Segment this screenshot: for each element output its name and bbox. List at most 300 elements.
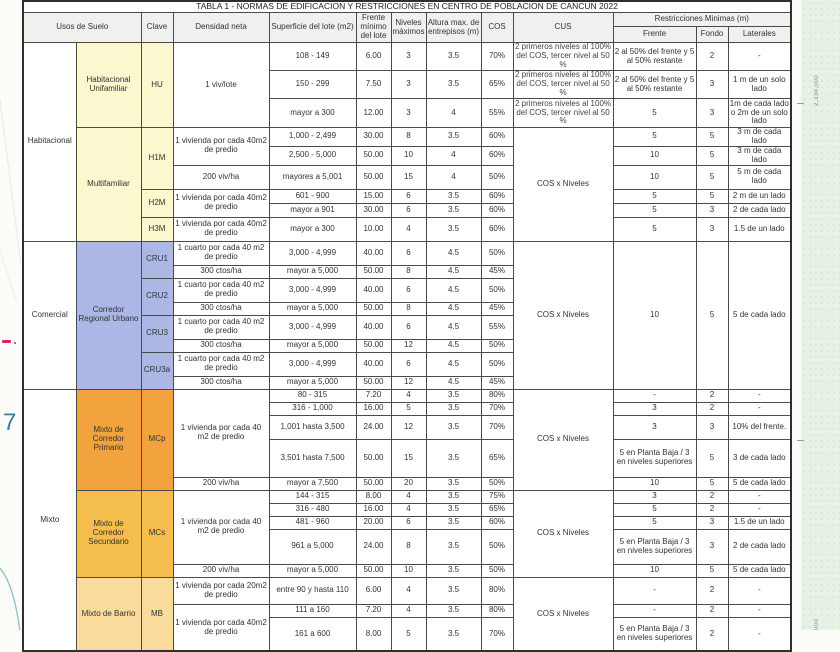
- table-cell: 5: [696, 146, 728, 165]
- col-header-cus: CUS: [513, 13, 613, 43]
- table-cell: 50.00: [356, 477, 391, 490]
- table-cell: 5 de cada lado: [728, 241, 791, 389]
- table-cell: 15: [391, 439, 426, 477]
- table-cell: 40.00: [356, 352, 391, 376]
- coordinate-label: 2,334,000: [814, 74, 820, 106]
- table-cell: 4.5: [426, 302, 481, 315]
- table-cell: 300 ctos/ha: [173, 339, 269, 352]
- table-cell: 50.00: [356, 165, 391, 189]
- table-cell: mayores a 5,001: [269, 165, 356, 189]
- map-dot: [14, 342, 16, 344]
- table-cell: COS x Niveles: [513, 241, 613, 389]
- table-cell: mayor a 5,000: [269, 339, 356, 352]
- table-cell: HU: [141, 43, 173, 128]
- table-cell: CRU2: [141, 278, 173, 315]
- table-cell: 60%: [481, 189, 513, 203]
- table-cell: 3.5: [426, 189, 481, 203]
- table-cell: Mixto de Barrio: [76, 577, 141, 651]
- table-cell: 2 de cada lado: [728, 203, 791, 217]
- table-cell: 40.00: [356, 241, 391, 265]
- table-cell: 2 al 50% del frente y 5 al 50% restante: [613, 71, 696, 99]
- table-cell: 80 - 315: [269, 389, 356, 402]
- table-cell: 5 m de cada lado: [728, 165, 791, 189]
- table-cell: 3: [696, 516, 728, 529]
- table-cell: mayor a 5,000: [269, 564, 356, 577]
- table-cell: 5: [613, 217, 696, 241]
- table-cell: 12: [391, 415, 426, 439]
- table-cell: 2: [696, 617, 728, 651]
- table-cell: 3: [391, 43, 426, 71]
- table-cell: 5: [613, 203, 696, 217]
- table-cell: 12: [391, 376, 426, 389]
- table-cell: 2,500 - 5,000: [269, 146, 356, 165]
- table-cell: 3 m de cada lado: [728, 146, 791, 165]
- table-cell: 3: [391, 71, 426, 99]
- table-cell: 3: [696, 217, 728, 241]
- table-cell: Mixto: [23, 389, 76, 651]
- table-cell: Mixto de Corredor Primario: [76, 389, 141, 490]
- table-cell: 1 cuarto por cada 40 m2 de predio: [173, 278, 269, 302]
- table-cell: 50%: [481, 339, 513, 352]
- table-cell: 2: [696, 402, 728, 415]
- table-cell: 3,000 - 4,999: [269, 241, 356, 265]
- table-cell: Corredor Regional Urbano: [76, 241, 141, 389]
- table-cell: 50.00: [356, 265, 391, 278]
- table-cell: 5: [696, 439, 728, 477]
- table-row: [23, 490, 791, 503]
- table-cell: 4: [391, 577, 426, 604]
- table-cell: 24.00: [356, 415, 391, 439]
- table-cell: 1.5 de un lado: [728, 217, 791, 241]
- table-cell: 1,001 hasta 3,500: [269, 415, 356, 439]
- table-cell: MCs: [141, 490, 173, 577]
- table-cell: 4.5: [426, 265, 481, 278]
- table-cell: 2 primeros niveles al 100% del COS, tercer nivel al 50 %: [514, 70, 612, 97]
- table-cell: 961 a 5,000: [269, 529, 356, 564]
- table-cell: 80%: [481, 577, 513, 604]
- table-cell: 45%: [481, 265, 513, 278]
- table-cell: 3.5: [426, 604, 481, 617]
- table-cell: 2: [696, 389, 728, 402]
- col-header-altura: Altura max. de entrepisos (m): [426, 13, 481, 43]
- table-cell: 3.5: [426, 415, 481, 439]
- table-cell: -: [728, 604, 791, 617]
- map-lines: [0, 0, 22, 630]
- table-cell: 15.00: [356, 189, 391, 203]
- table-cell: 200 viv/ha: [173, 165, 269, 189]
- table-cell: 6: [391, 189, 426, 203]
- table-cell: 75%: [481, 490, 513, 503]
- table-cell: 2: [696, 503, 728, 516]
- table-cell: 1 cuarto por cada 40 m2 de predio: [173, 352, 269, 376]
- table-cell: 3.5: [426, 577, 481, 604]
- table-cell: 6: [391, 241, 426, 265]
- table-cell: MCp: [141, 389, 173, 490]
- table-cell: 3.5: [426, 503, 481, 516]
- table-cell: 6: [391, 203, 426, 217]
- table-cell: 50%: [481, 278, 513, 302]
- table-cell: 50%: [481, 352, 513, 376]
- table-cell: 5: [613, 503, 696, 516]
- table-cell: 6.00: [356, 43, 391, 71]
- table-row: [23, 241, 791, 265]
- table-cell: 1,000 - 2,499: [269, 128, 356, 147]
- table-cell: -: [728, 490, 791, 503]
- table-cell: 4.5: [426, 352, 481, 376]
- table-cell: 1 vivienda por cada 40m2 de predio: [173, 604, 269, 651]
- table-cell: 70%: [481, 43, 513, 71]
- table-cell: 1 vivienda por cada 40m2 de predio: [173, 217, 269, 241]
- table-cell: 8: [391, 128, 426, 147]
- table-cell: 1 m de un solo lado: [728, 71, 791, 99]
- table-cell: 3.5: [426, 203, 481, 217]
- table-cell: -: [613, 577, 696, 604]
- table-cell: CRU1: [141, 241, 173, 278]
- table-cell: 5: [391, 402, 426, 415]
- table-cell: 24.00: [356, 529, 391, 564]
- table-cell: mayor a 300: [269, 99, 356, 128]
- coordinate-tick: [797, 103, 804, 104]
- table-cell: 1.5 de un lado: [728, 516, 791, 529]
- table-cell: 3: [613, 402, 696, 415]
- table-cell: -: [728, 402, 791, 415]
- table-cell: mayor a 7,500: [269, 477, 356, 490]
- table-cell: Habitacional: [23, 43, 76, 242]
- table-cell: 5: [613, 189, 696, 203]
- table-cell: 55%: [481, 315, 513, 339]
- table-cell: 50.00: [356, 146, 391, 165]
- table-cell: 3: [696, 99, 728, 128]
- table-cell: entre 90 y hasta 110: [269, 577, 356, 604]
- table-cell: 2 al 50% del frente y 5 al 50% restante: [613, 43, 696, 71]
- table-cell: 55%: [481, 99, 513, 128]
- table-cell: -: [613, 604, 696, 617]
- table-cell: 40.00: [356, 278, 391, 302]
- col-header-restricciones: Restricciones Minimas (m): [613, 13, 791, 27]
- table-cell: 3.5: [426, 389, 481, 402]
- table-cell: 161 a 600: [269, 617, 356, 651]
- table-cell: 5 en Planta Baja / 3 en niveles superiores: [613, 439, 696, 477]
- left-margin: [0, 0, 22, 630]
- table-cell: 8: [391, 302, 426, 315]
- table-cell: 2: [696, 490, 728, 503]
- table-cell: 300 ctos/ha: [173, 265, 269, 278]
- table-cell: 3: [696, 71, 728, 99]
- table-cell: 3.5: [426, 43, 481, 71]
- table-cell: 4: [426, 146, 481, 165]
- table-cell: -: [728, 617, 791, 651]
- table-cell: 150 - 299: [269, 71, 356, 99]
- table-cell: 10.00: [356, 217, 391, 241]
- table-cell: CRU3: [141, 315, 173, 352]
- table-cell: 5: [696, 477, 728, 490]
- table-cell: 316 - 1,000: [269, 402, 356, 415]
- table-cell: 3: [696, 203, 728, 217]
- table-cell: 3: [613, 490, 696, 503]
- table-cell: 5 en Planta Baja / 3 en niveles superiores: [613, 529, 696, 564]
- col-header-niveles: Niveles máximos: [391, 13, 426, 43]
- table-cell: -: [728, 389, 791, 402]
- table-cell: 1m de cada lado o 2m de un solo lado: [728, 99, 791, 128]
- table-cell: 50.00: [356, 439, 391, 477]
- table-cell: 1 vivienda por cada 40 m2 de predio: [173, 490, 269, 564]
- map-road-mark: [2, 340, 11, 343]
- table-cell: 3.5: [426, 128, 481, 147]
- table-cell: 80%: [481, 389, 513, 402]
- table-cell: 1 vivienda por cada 20m2 de predio: [173, 577, 269, 604]
- table-cell: 7.20: [356, 604, 391, 617]
- table-cell: 5: [696, 165, 728, 189]
- header-row-1: [23, 13, 791, 27]
- table-cell: 60%: [481, 203, 513, 217]
- table-cell: Multifamiliar: [76, 128, 141, 242]
- table-cell: 60%: [481, 146, 513, 165]
- table-cell: 10: [391, 564, 426, 577]
- coordinate-label: 000: [814, 618, 820, 630]
- table-cell: 8: [391, 265, 426, 278]
- table-row: [23, 577, 791, 604]
- table-cell: 2: [696, 43, 728, 71]
- table-cell: 3: [696, 529, 728, 564]
- col-header-densidad: Densidad neta: [173, 13, 269, 43]
- table-cell: 30.00: [356, 128, 391, 147]
- table-cell: 65%: [481, 71, 513, 99]
- table-cell: 10: [391, 146, 426, 165]
- table-cell: 3.5: [426, 71, 481, 99]
- table-cell: Mixto de Corredor Secundario: [76, 490, 141, 577]
- table-cell: 108 - 149: [269, 43, 356, 71]
- table-cell: 4: [391, 604, 426, 617]
- table-cell: 316 - 480: [269, 503, 356, 516]
- table-cell: 12: [391, 339, 426, 352]
- table-cell: 111 a 160: [269, 604, 356, 617]
- table-cell: 3.5: [426, 490, 481, 503]
- table-cell: 70%: [481, 415, 513, 439]
- table-cell: 6: [391, 352, 426, 376]
- table-cell: 300 ctos/ha: [173, 376, 269, 389]
- table-cell: 200 viv/ha: [173, 564, 269, 577]
- table-cell: 4: [391, 490, 426, 503]
- table-cell: 16.00: [356, 503, 391, 516]
- table-cell: 2 primeros niveles al 100% del COS, tercer nivel al 50 %: [513, 99, 613, 128]
- table-cell: 8.00: [356, 490, 391, 503]
- table-cell: 4.5: [426, 278, 481, 302]
- table-cell: 80%: [481, 604, 513, 617]
- table-cell: 144 - 315: [269, 490, 356, 503]
- margin-number: 7: [3, 409, 17, 436]
- table-cell: 5 de cada lado: [728, 477, 791, 490]
- table-cell: 10: [613, 165, 696, 189]
- table-cell: 60%: [481, 217, 513, 241]
- col-header-frente-min: Frente mínimo del lote: [356, 13, 391, 43]
- table-cell: 4: [391, 503, 426, 516]
- table-cell: 5: [696, 128, 728, 147]
- table-cell: 20: [391, 477, 426, 490]
- table-cell: 4.5: [426, 339, 481, 352]
- table-cell: CRU3a: [141, 352, 173, 389]
- table-cell: 4: [391, 389, 426, 402]
- table-cell: 50.00: [356, 339, 391, 352]
- col-header-cos: COS: [481, 13, 513, 43]
- table-cell: 5: [696, 189, 728, 203]
- table-cell: 1 cuarto por cada 40 m2 de predio: [173, 315, 269, 339]
- table-cell: 1 viv/lote: [173, 43, 269, 128]
- table-title: TABLA 1 - NORMAS DE EDIFICACION Y RESTRICCIONES EN CENTRO DE POBLACION DE CANCUN 2022: [23, 1, 791, 13]
- table-cell: 2 m de un lado: [728, 189, 791, 203]
- table-cell: COS x Niveles: [513, 490, 613, 577]
- table-cell: 6: [391, 516, 426, 529]
- table-cell: 3: [391, 99, 426, 128]
- table-cell: Comercial: [23, 241, 76, 389]
- table-cell: 3.5: [426, 617, 481, 651]
- table-cell: 6.00: [356, 577, 391, 604]
- table-cell: Habitacional Unifamiliar: [76, 43, 141, 128]
- table-cell: 3 m de cada lado: [728, 128, 791, 147]
- table-cell: 5: [696, 564, 728, 577]
- table-cell: H2M: [141, 189, 173, 217]
- table-cell: 4.5: [426, 241, 481, 265]
- table-cell: -: [728, 43, 791, 71]
- table-cell: 3: [696, 415, 728, 439]
- table-cell: COS x Niveles: [513, 577, 613, 651]
- table-cell: 3 de cada lado: [728, 439, 791, 477]
- table-cell: 60%: [481, 128, 513, 147]
- normas-table: [22, 0, 792, 652]
- table-cell: 8.00: [356, 617, 391, 651]
- table-cell: 16.00: [356, 402, 391, 415]
- table-cell: 5: [696, 241, 728, 389]
- table-cell: 3: [613, 415, 696, 439]
- table-cell: 50.00: [356, 302, 391, 315]
- table-cell: 70%: [481, 402, 513, 415]
- table-cell: 5: [391, 617, 426, 651]
- table-cell: 7.20: [356, 389, 391, 402]
- table-cell: H1M: [141, 128, 173, 190]
- table-cell: 6: [391, 278, 426, 302]
- table-cell: 3.5: [426, 402, 481, 415]
- table-cell: 4: [391, 217, 426, 241]
- table-row: [23, 389, 791, 402]
- table-cell: -: [613, 389, 696, 402]
- table-row: [23, 43, 791, 71]
- table-cell: 50%: [481, 165, 513, 189]
- col-header-usos: Usos de Suelo: [23, 13, 141, 43]
- table-cell: 5: [613, 128, 696, 147]
- col-header-r-frente: Frente: [613, 27, 696, 43]
- table-cell: 50%: [481, 529, 513, 564]
- table-cell: -: [728, 577, 791, 604]
- table-cell: 4.5: [426, 376, 481, 389]
- table-cell: COS x Niveles: [513, 389, 613, 490]
- table-cell: 40.00: [356, 315, 391, 339]
- coordinate-tick: [797, 440, 804, 441]
- table-cell: 10% del frente.: [728, 415, 791, 439]
- table-cell: 481 - 960: [269, 516, 356, 529]
- col-header-superficie: Superficie del lote (m2): [269, 13, 356, 43]
- map-strip: [801, 0, 840, 630]
- table-cell: 12.00: [356, 99, 391, 128]
- table-cell: 45%: [481, 376, 513, 389]
- table-cell: 6: [391, 315, 426, 339]
- table-cell: 50%: [481, 564, 513, 577]
- table-cell: 10: [613, 146, 696, 165]
- table-cell: H3M: [141, 217, 173, 241]
- table-cell: 5: [613, 99, 696, 128]
- table-cell: 601 - 900: [269, 189, 356, 203]
- table-cell: 65%: [481, 439, 513, 477]
- table-cell: COS x Niveles: [513, 128, 613, 242]
- table-cell: 2 de cada lado: [728, 529, 791, 564]
- col-header-r-laterales: Laterales: [728, 27, 791, 43]
- table-cell: MB: [141, 577, 173, 651]
- table-cell: mayor a 901: [269, 203, 356, 217]
- table-cell: 50%: [481, 477, 513, 490]
- table-cell: 70%: [481, 617, 513, 651]
- table-body: [23, 43, 791, 652]
- table-cell: 2: [696, 604, 728, 617]
- table-cell: 50.00: [356, 376, 391, 389]
- table-cell: 10: [613, 241, 696, 389]
- title-row: [23, 1, 791, 13]
- table-cell: 1 vivienda por cada 40 m2 de predio: [173, 389, 269, 477]
- table-cell: 3.5: [426, 439, 481, 477]
- table-cell: 5 en Planta Baja / 3 en niveles superiores: [613, 617, 696, 651]
- table-cell: 3.5: [426, 564, 481, 577]
- table-cell: 3.5: [426, 516, 481, 529]
- table-cell: mayor a 5,000: [269, 376, 356, 389]
- table-cell: 3,000 - 4,999: [269, 278, 356, 302]
- table-cell: 4: [426, 99, 481, 128]
- table-cell: 7.50: [356, 71, 391, 99]
- table-cell: 8: [391, 529, 426, 564]
- table-cell: 5 de cada lado: [728, 564, 791, 577]
- table-cell: 2: [696, 577, 728, 604]
- table-cell: 3,000 - 4,999: [269, 315, 356, 339]
- table-cell: 3,000 - 4,999: [269, 352, 356, 376]
- table-cell: 10: [613, 477, 696, 490]
- table-cell: -: [728, 503, 791, 516]
- table-cell: mayor a 5,000: [269, 302, 356, 315]
- table-cell: 5: [613, 516, 696, 529]
- table-cell: 4: [426, 165, 481, 189]
- table-cell: 20.00: [356, 516, 391, 529]
- table-cell: 50%: [481, 241, 513, 265]
- table-cell: 45%: [481, 302, 513, 315]
- table-cell: 1 vivienda por cada 40m2 de predio: [173, 189, 269, 217]
- table-cell: 15: [391, 165, 426, 189]
- table-cell: 3.5: [426, 477, 481, 490]
- table-cell: 4.5: [426, 315, 481, 339]
- table-row: [23, 128, 791, 147]
- table-cell: 30.00: [356, 203, 391, 217]
- table-cell: 60%: [481, 516, 513, 529]
- table-cell: 2 primeros niveles al 100% del COS, tercer nivel al 50 %: [514, 42, 612, 69]
- table-cell: 300 ctos/ha: [173, 302, 269, 315]
- table-cell: 3.5: [426, 529, 481, 564]
- col-header-clave: Clave: [141, 13, 173, 43]
- table-cell: 3,501 hasta 7,500: [269, 439, 356, 477]
- table-cell: 1 vivienda por cada 40m2 de predio: [173, 128, 269, 166]
- col-header-r-fondo: Fondo: [696, 27, 728, 43]
- table-cell: 50.00: [356, 564, 391, 577]
- table-cell: mayor a 5,000: [269, 265, 356, 278]
- table-cell: 1 cuarto por cada 40 m2 de predio: [173, 241, 269, 265]
- table-cell: 200 viv/ha: [173, 477, 269, 490]
- table-cell: 65%: [481, 503, 513, 516]
- table-cell: 10: [613, 564, 696, 577]
- table-cell: 3.5: [426, 217, 481, 241]
- table-cell: mayor a 300: [269, 217, 356, 241]
